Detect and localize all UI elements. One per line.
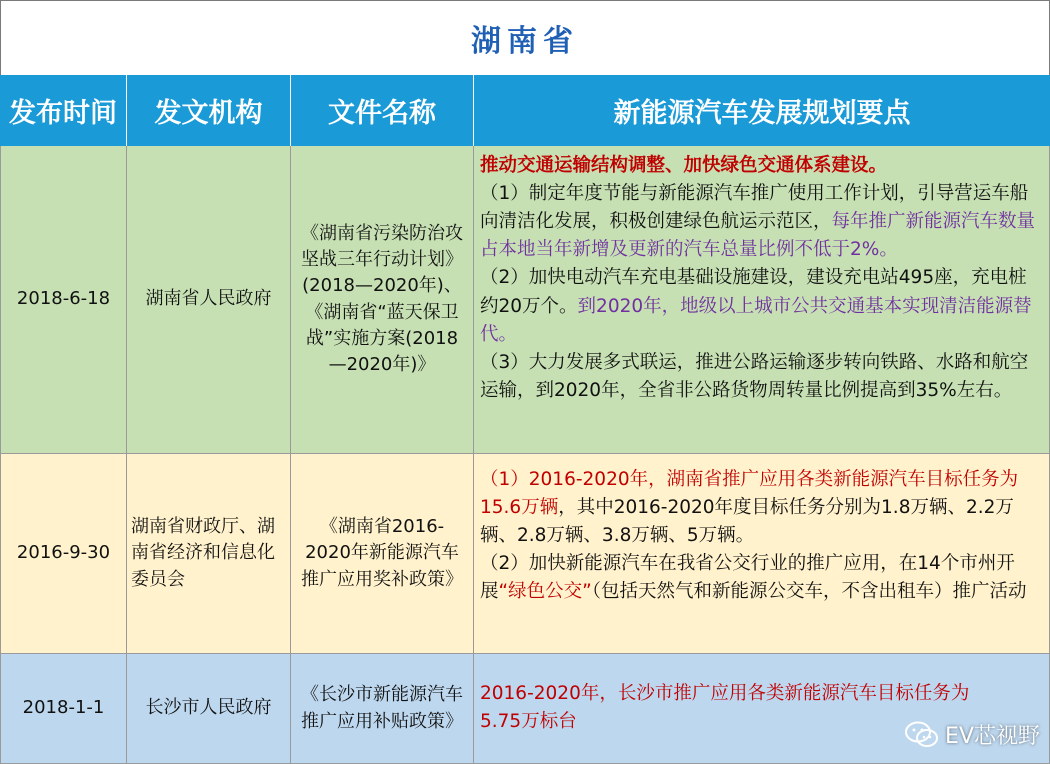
row1-point-1: （1）制定年度节能与新能源汽车推广使用工作计划，引导营运车船向清洁化发展，积极创建绿色航运示范区，每年推广新能源汽车数量占本地当年新增及更新的汽车总量比例不低于2%。 — [480, 183, 1036, 261]
header-agency: 发文机构 — [127, 75, 291, 146]
row3-date: 2018-1-1 — [0, 654, 127, 764]
row2-point-1: （1）2016-2020年，湖南省推广应用各类新能源汽车目标任务为15.6万辆，其中2016-2020年度目标任务分别为1.8万辆、2.2万辆、2.8万辆、3.8万辆、5万辆。 — [480, 469, 1019, 547]
row1-agency: 湖南省人民政府 — [127, 146, 291, 454]
watermark-text: EV芯视野 — [945, 724, 1040, 749]
header-date: 发布时间 — [0, 75, 127, 146]
wechat-icon — [905, 721, 939, 749]
row2-points — [474, 454, 1050, 654]
row1-point-3: （3）大力发展多式联运，推进公路运输逐步转向铁路、水路和航空运输，到2020年，全省非公路货物周转量比例提高到35%左右。 — [480, 351, 1029, 401]
header-document: 文件名称 — [291, 75, 474, 146]
row1-point-2: （2）加快电动汽车充电基础设施建设，建设充电站495座，充电桩约20万个。到2020年，地级以上城市公共交通基本实现清洁能源替代。 — [480, 267, 1032, 345]
row2-document: 《湖南省2016-2020年新能源汽车推广应用奖补政策》 — [291, 454, 474, 654]
row1-points — [474, 146, 1050, 454]
row1-date: 2018-6-18 — [0, 146, 127, 454]
row2-point-2: （2）加快新能源汽车在我省公交行业的推广应用，在14个市州开展“绿色公交”（包括天然气和新能源公交车，不含出租车）推广活动 — [480, 553, 1027, 603]
header-points: 新能源汽车发展规划要点 — [474, 75, 1050, 146]
row3-agency: 长沙市人民政府 — [127, 654, 291, 764]
row2-date: 2016-9-30 — [0, 454, 127, 654]
table-title: 湖南省 — [471, 24, 579, 59]
watermark — [905, 719, 1040, 750]
row2-agency: 湖南省财政厅、湖南省经济和信息化委员会 — [127, 454, 291, 654]
title-bar — [0, 0, 1050, 76]
row1-headline: 推动交通运输结构调整、加快绿色交通体系建设。 — [480, 155, 888, 176]
row3-point-text: 2016-2020年，长沙市推广应用各类新能源汽车目标任务为5.75万标台 — [480, 683, 970, 733]
row1-document: 《湖南省污染防治攻坚战三年行动计划》(2018—2020年)、《湖南省“蓝天保卫战”实施方案(2018—2020年)》 — [291, 146, 474, 454]
row3-document: 《长沙市新能源汽车推广应用补贴政策》 — [291, 654, 474, 764]
